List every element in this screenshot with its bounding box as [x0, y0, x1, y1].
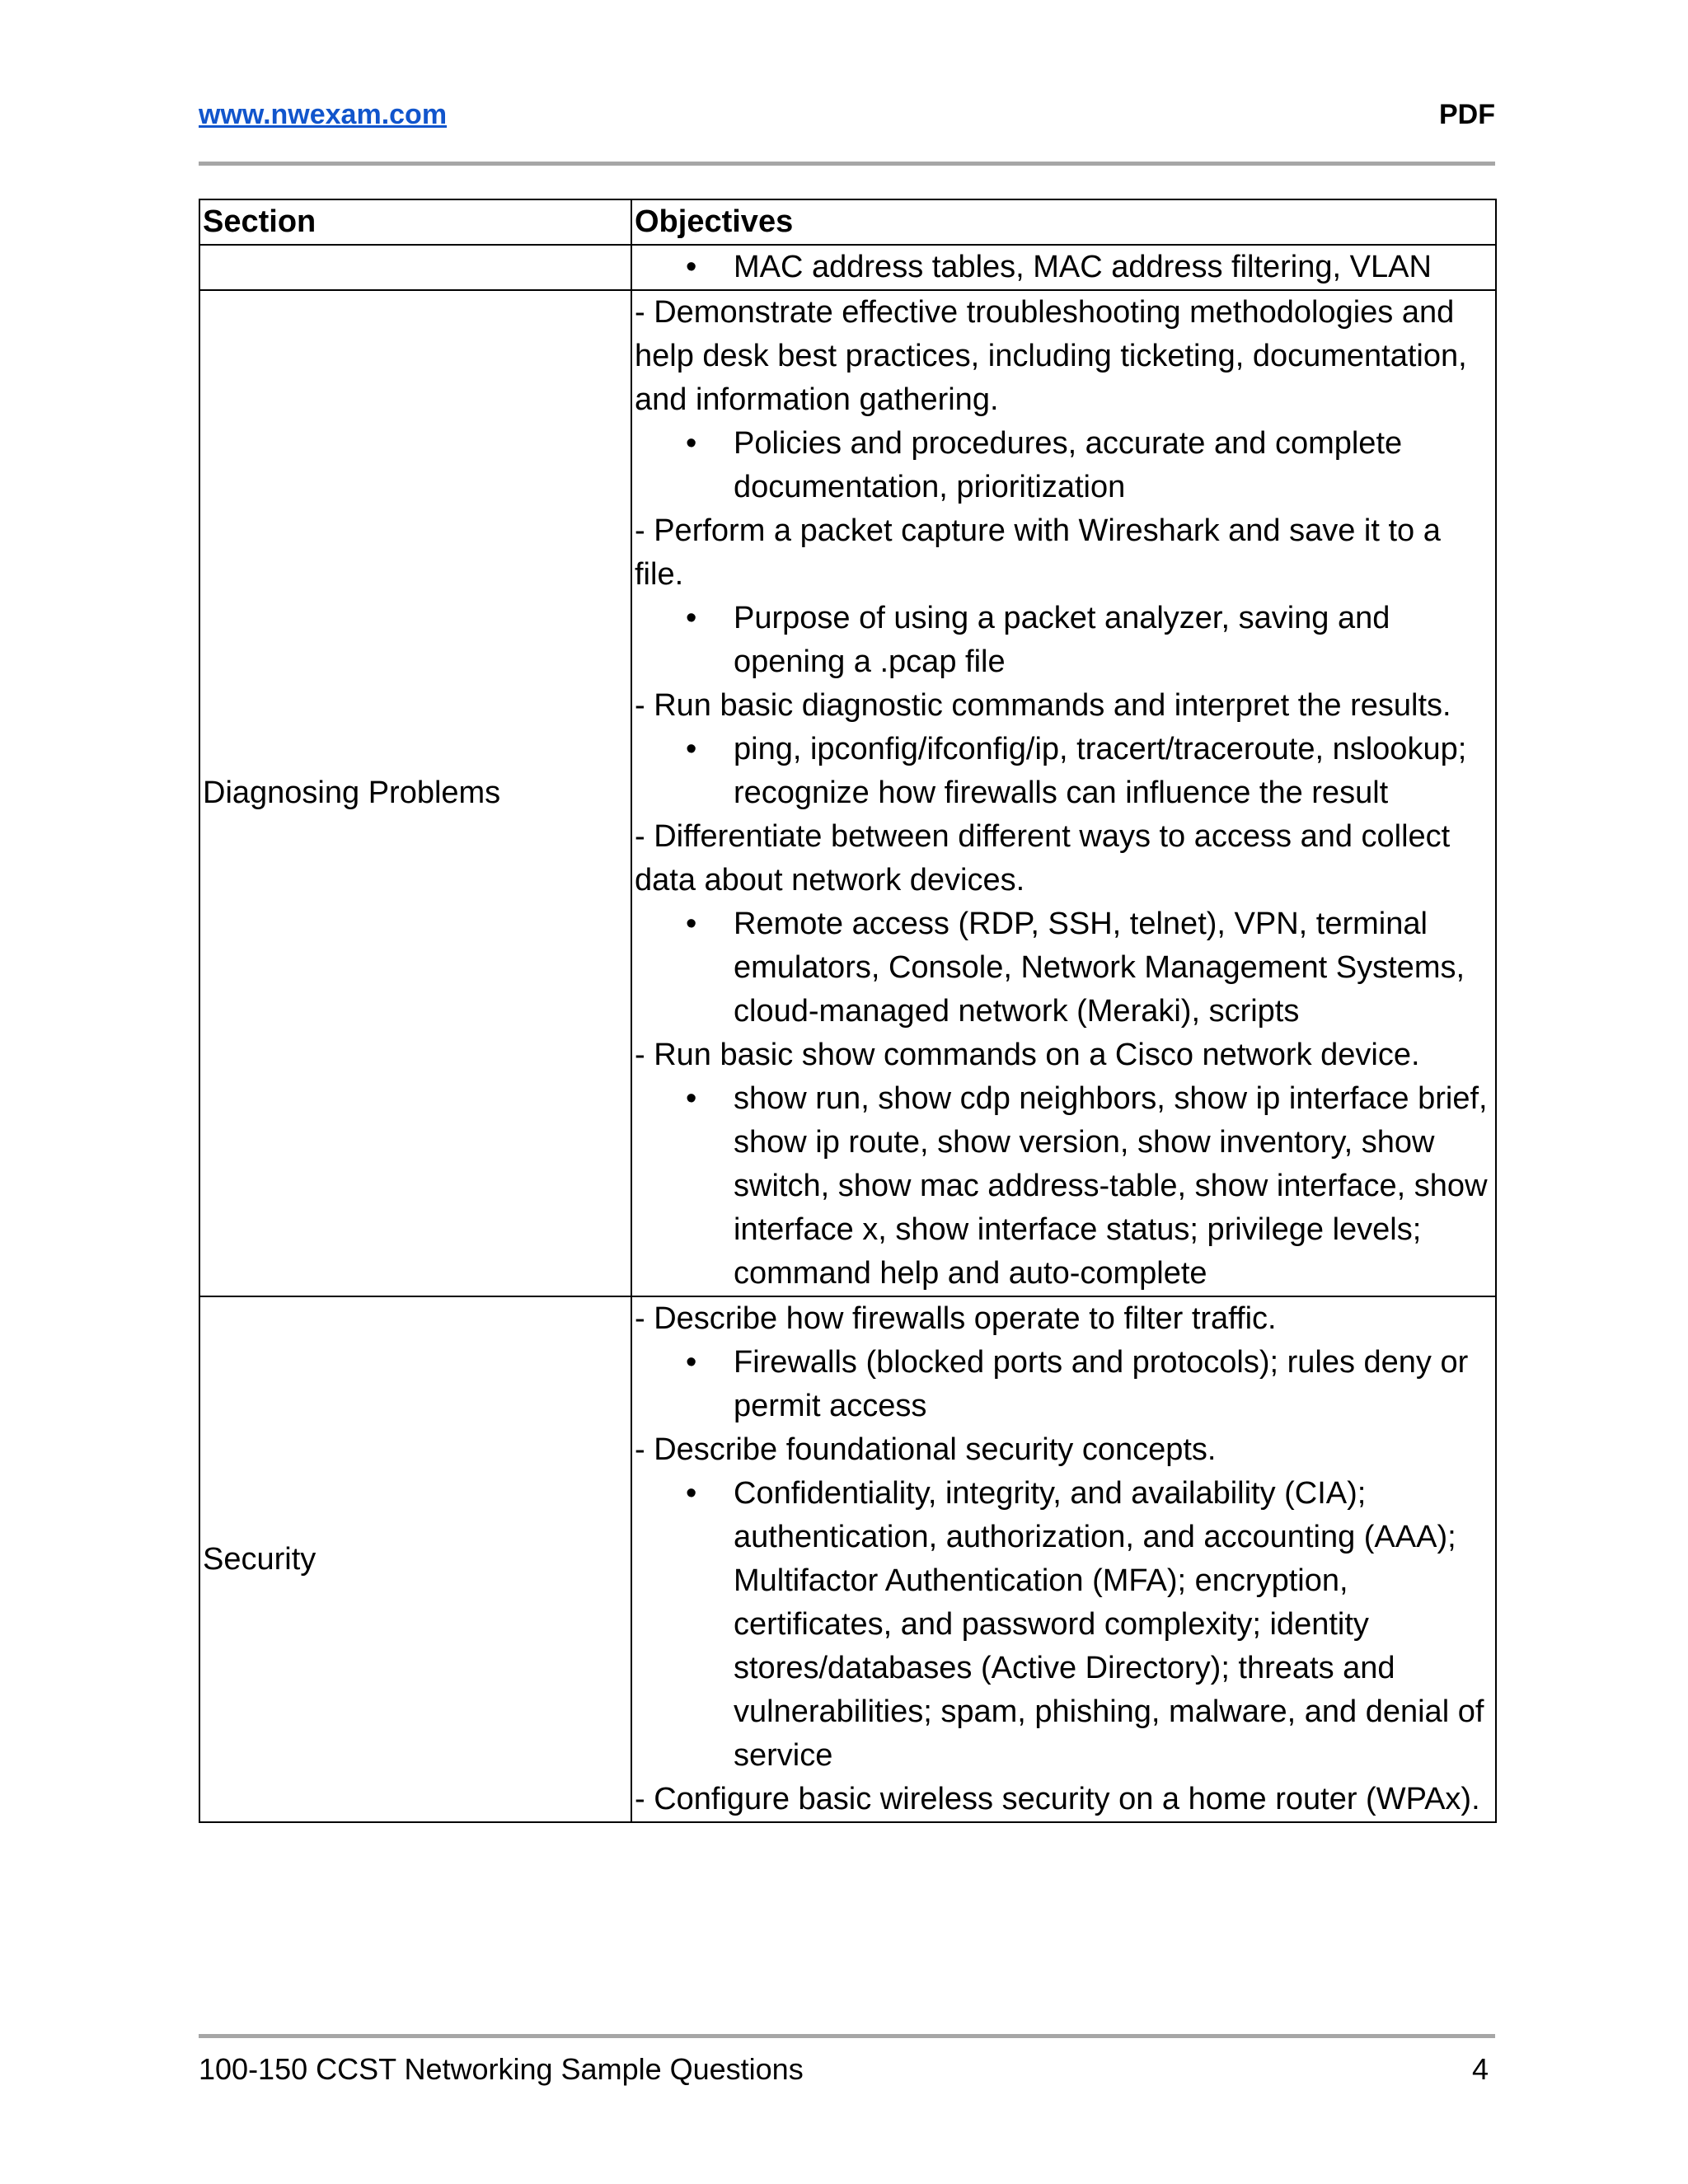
pdf-label: PDF: [1439, 99, 1495, 130]
objective-bullet: [635, 246, 1495, 289]
table-row-security: [199, 1296, 1496, 1822]
objective-text: - Run basic diagnostic commands and interpret the results.: [635, 688, 1451, 723]
objective-text: - Configure basic wireless security on a home router (WPAx).: [635, 1782, 1480, 1816]
objective-text: - Describe foundational security concepts.: [635, 1432, 1217, 1467]
section-cell-empty: [199, 245, 631, 290]
section-cell: Security: [199, 1296, 631, 1822]
bullet-dot-icon: •: [686, 1345, 697, 1380]
bullet-dot-icon: •: [686, 1476, 697, 1511]
section-cell: Diagnosing Problems: [199, 290, 631, 1296]
objective-bullet: [635, 1472, 1495, 1778]
objective-text: - Demonstrate effective troubleshooting methodologies and help desk best practices, including ticketing, documentation, and information gathering.: [635, 295, 1467, 417]
objective-text: - Perform a packet capture with Wireshark and save it to a file.: [635, 513, 1441, 592]
bullet-text: show run, show cdp neighbors, show ip interface brief, show ip route, show version, show inventory, show switch, show mac address-table, show interface, show interface x, show interface status; privilege levels; command help and auto-complete: [734, 1081, 1488, 1291]
bullet-text: Confidentiality, integrity, and availability (CIA); authentication, authorization, and accounting (AAA); Multifactor Authentication (MFA); encryption, certificates, and password complexity; identity stores/databases (Active Directory); threats and vulnerabilities; spam, phishing, malware, and denial of service: [734, 1476, 1484, 1773]
objective-bullet: [635, 1341, 1495, 1428]
bullet-dot-icon: •: [686, 426, 697, 461]
objective-bullet: [635, 1077, 1495, 1296]
objective-text: - Differentiate between different ways to access and collect data about network devices.: [635, 819, 1451, 898]
objective-bullet: [635, 902, 1495, 1033]
bullet-dot-icon: •: [686, 601, 697, 635]
footer-title: 100-150 CCST Networking Sample Questions: [199, 2052, 804, 2086]
table-header-row: [199, 199, 1496, 245]
objective-text: - Run basic show commands on a Cisco network device.: [635, 1038, 1420, 1072]
objective-bullet: [635, 597, 1495, 684]
objective-text: - Describe how firewalls operate to filter traffic.: [635, 1301, 1277, 1336]
bullet-dot-icon: •: [686, 1081, 697, 1116]
objectives-cell: [631, 1296, 1496, 1822]
bullet-text: MAC address tables, MAC address filtering, VLAN: [734, 250, 1432, 284]
page-header: [199, 99, 1495, 135]
header-divider: [199, 162, 1495, 166]
bullet-text: Policies and procedures, accurate and complete documentation, prioritization: [734, 426, 1403, 504]
footer-divider: [199, 2034, 1495, 2038]
objective-bullet: [635, 422, 1495, 509]
bullet-text: Remote access (RDP, SSH, telnet), VPN, terminal emulators, Console, Network Management Systems, cloud-managed network (Meraki), scripts: [734, 907, 1465, 1029]
bullet-dot-icon: •: [686, 732, 697, 766]
site-link[interactable]: www.nwexam.com: [199, 99, 448, 130]
bullet-text: Firewalls (blocked ports and protocols); rules deny or permit access: [734, 1345, 1469, 1423]
bullet-text: ping, ipconfig/ifconfig/ip, tracert/traceroute, nslookup; recognize how firewalls can influence the result: [734, 732, 1467, 810]
bullet-dot-icon: •: [686, 907, 697, 941]
page-number: 4: [1471, 2052, 1489, 2086]
bullet-dot-icon: •: [686, 250, 697, 284]
table-row-diagnosing: [199, 290, 1496, 1296]
objectives-cell: [631, 245, 1496, 290]
objective-bullet: [635, 728, 1495, 815]
bullet-text: Purpose of using a packet analyzer, saving and opening a .pcap file: [734, 601, 1390, 679]
objectives-column-header: Objectives: [631, 199, 1496, 245]
objectives-cell: [631, 290, 1496, 1296]
table-row-continued: [199, 245, 1496, 290]
section-column-header: Section: [199, 199, 631, 245]
objectives-table: [199, 199, 1497, 1823]
